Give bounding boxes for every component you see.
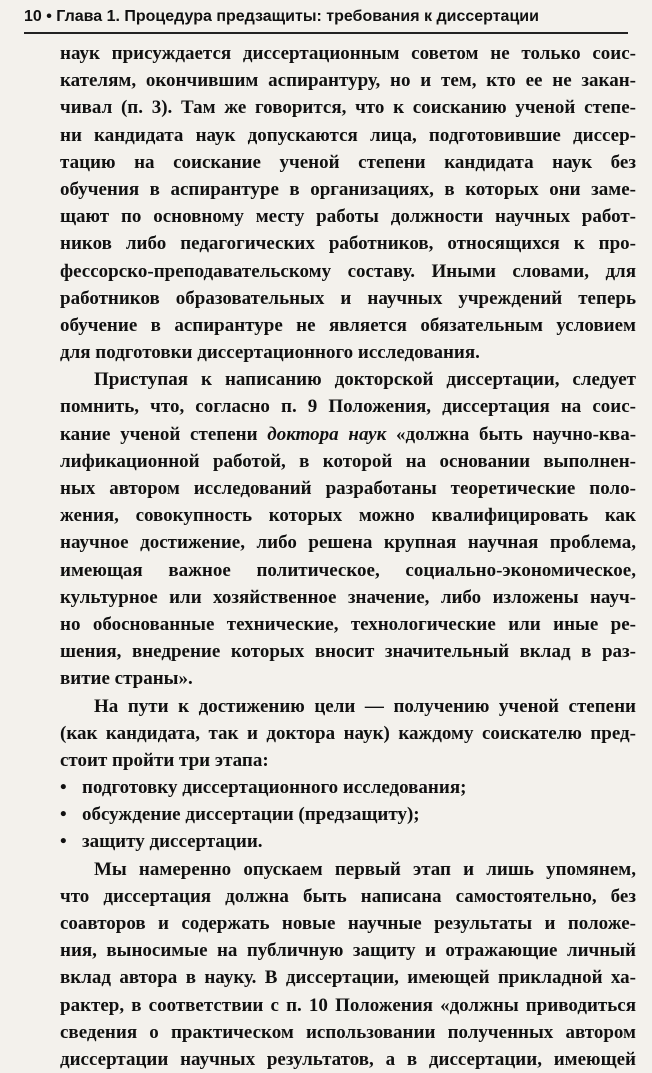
text-line: обучение в аспирантуре не является обязательным условием [60, 314, 636, 336]
text-line: стоит пройти три этапа: [60, 749, 269, 771]
text-line: помнить, что, согласно п. 9 Положения, диссертация на соис- [60, 396, 636, 418]
bullet-icon: • [60, 777, 67, 799]
text-line: жения, совокупность которых можно квалифицировать как [60, 505, 636, 527]
list-item [60, 774, 636, 801]
text-line: вклад автора в науку. В диссертации, имеющей прикладной ха- [60, 967, 636, 989]
text-line: рактер, в соответствии с п. 10 Положения «должны приводиться [60, 994, 636, 1016]
text-line: научное достижение, либо решена крупная научная проблема, [60, 532, 636, 554]
text-line: сведения о практическом использовании полученных автором [60, 1021, 636, 1043]
text-line: соавторов и содержать новые научные результаты и положе- [60, 913, 636, 934]
page-text [60, 40, 636, 1073]
text-line: культурное или хозяйственное значение, либо изложены науч- [60, 586, 636, 608]
text-line: ни кандидата наук допускаются лица, подготовившие диссер- [60, 124, 636, 146]
text-line: но обоснованные технические, технологические или иные ре- [60, 613, 636, 635]
text-line: шения, внедрение которых вносит значительный вклад в раз- [60, 641, 636, 663]
text-line: диссертации научных результатов, а в диссертации, имеющей [60, 1048, 636, 1070]
text-line: чивал (п. 3). Там же говорится, что к соисканию ученой степе- [60, 97, 636, 119]
text-line: Приступая к написанию докторской диссертации, следует [94, 369, 636, 391]
running-header: 10 • Глава 1. Процедура предзащиты: требования к диссертации [24, 2, 628, 34]
text-line: лификационной работой, в которой на основании выполнен- [60, 450, 636, 472]
list-item [60, 828, 636, 855]
text-line: ных автором исследований разработаны теоретические поло- [60, 478, 636, 499]
list-item-text: обсуждение диссертации (предзащиту); [82, 804, 420, 826]
list-item-text: подготовку диссертационного исследования; [82, 777, 467, 799]
bullet-icon: • [60, 804, 67, 826]
list-item [60, 801, 636, 828]
text-segment: кание ученой степени [60, 423, 258, 445]
text-line: что диссертация должна быть написана самостоятельно, без [60, 885, 636, 907]
bullet-icon: • [60, 831, 67, 853]
text-line: для подготовки диссертационного исследования. [60, 342, 480, 364]
text-line: работников образовательных и научных учреждений теперь [60, 287, 636, 309]
text-segment: «должна быть научно-ква- [396, 423, 636, 445]
text-line: витие страны». [60, 668, 193, 690]
text-line: щают по основному месту работы должности научных работ- [60, 206, 636, 228]
text-line: На пути к достижению цели — получению ученой степени [94, 695, 636, 717]
italic-term: доктора наук [267, 423, 387, 445]
text-line: Мы намеренно опускаем первый этап и лишь упомянем, [94, 858, 636, 880]
text-line: имеющая важное политическое, социально-экономическое, [60, 559, 636, 581]
text-line [60, 421, 636, 448]
text-line: ников либо педагогических работников, относящихся к про- [60, 233, 636, 255]
text-line: фессорско-преподавательскому составу. Иными словами, для [60, 260, 636, 282]
text-line: наук присуждается диссертационным советом не только соис- [60, 43, 636, 64]
text-line: (как кандидата, так и доктора наук) каждому соискателю пред- [60, 722, 636, 744]
text-line: тацию на соискание ученой степени кандидата наук без [60, 151, 636, 173]
text-line: обучения в аспирантуре в организациях, в которых они заме- [60, 178, 636, 200]
list-item-text: защиту диссертации. [82, 831, 263, 853]
text-line: кателям, окончившим аспирантуру, но и тем, кто ее не закан- [60, 70, 636, 92]
text-line: ния, выносимые на публичную защиту и отражающие личный [60, 940, 636, 962]
